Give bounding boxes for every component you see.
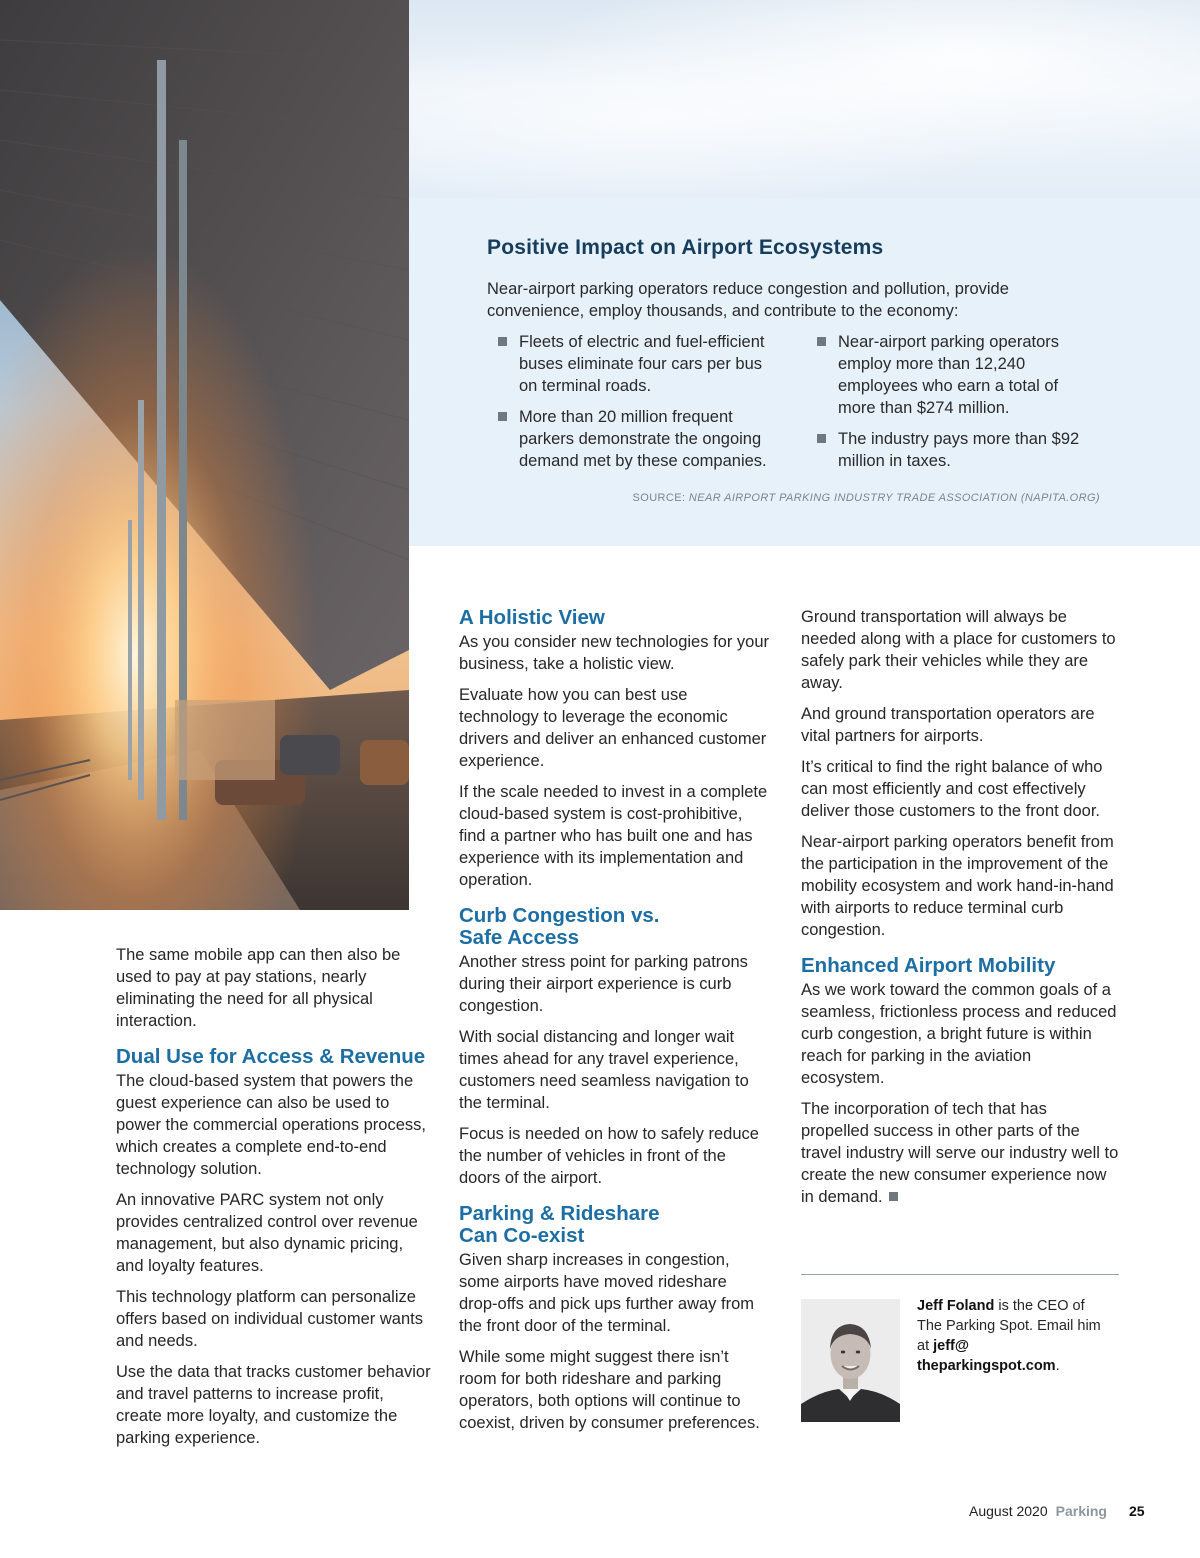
sidebar-bullets-left [487, 331, 777, 481]
paragraph: It’s critical to find the right balance of who can most efficiently and cost effectively deliver those customers to the front door. [801, 758, 1103, 820]
paragraph: Another stress point for parking patrons during their airport experience is curb congestion. [459, 953, 748, 1015]
bullet-square-icon [498, 412, 507, 421]
sidebar-title: Positive Impact on Airport Ecosystems [487, 236, 884, 259]
bullet-square-icon [817, 337, 826, 346]
airport-curbside-photo [0, 0, 409, 910]
paragraph: Focus is needed on how to safely reduce the number of vehicles in front of the doors of the airport. [459, 1125, 759, 1187]
bullet-square-icon [817, 434, 826, 443]
bullet-square-icon [498, 337, 507, 346]
sidebar-bullets-right [806, 331, 1096, 481]
list-item: More than 20 million frequent parkers demonstrate the ongoing demand met by these companies. [487, 406, 777, 472]
paragraph: If the scale needed to invest in a complete cloud-based system is cost-prohibitive, find a partner who has built one and has experience with its implementation and operation. [459, 783, 768, 889]
author-bio: Jeff Foland is the CEO of The Parking Spot. Email him at jeff@ theparkingspot.com. [917, 1298, 1101, 1374]
sky-banner [409, 0, 1200, 200]
heading-airport-mobility: Enhanced Airport Mobility [801, 954, 1056, 977]
paragraph: Ground transportation will always be needed along with a place for customers to safely park their vehicles while they are away. [801, 608, 1116, 692]
heading-dual-use: Dual Use for Access & Revenue [116, 1045, 426, 1068]
paragraph: While some might suggest there isn’t room for both rideshare and parking operators, both options will continue to coexist, driven by consumer preferences. [459, 1348, 760, 1432]
paragraph: With social distancing and longer wait times ahead for any travel experience, customers need seamless navigation to the terminal. [459, 1028, 749, 1112]
paragraph: This technology platform can personalize offers based on individual customer wants and needs. [116, 1288, 423, 1350]
sidebar-box [409, 198, 1200, 546]
author-name: Jeff Foland [917, 1298, 995, 1314]
paragraph: And ground transportation operators are vital partners for airports. [801, 705, 1095, 745]
heading-holistic-view: A Holistic View [459, 606, 605, 629]
paragraph: The same mobile app can then also be used to pay at pay stations, nearly eliminating the need for all physical interaction. [116, 946, 401, 1030]
column-2 [459, 607, 769, 1443]
sidebar-intro: Near-airport parking operators reduce congestion and pollution, provide convenience, employ thousands, and contribute to the economy: [487, 280, 1009, 320]
paragraph: Given sharp increases in congestion, some airports have moved rideshare drop-offs and pick ups further away from the front door of the terminal. [459, 1251, 755, 1335]
paragraph: Near-airport parking operators benefit from the participation in the improvement of the mobility ecosystem and work hand-in-hand with airports to reduce terminal curb congestion. [801, 833, 1114, 939]
author-headshot [801, 1299, 900, 1422]
paragraph: As you consider new technologies for your business, take a holistic view. [459, 633, 770, 673]
heading-curb-congestion: Curb Congestion vs. Safe Access [459, 904, 660, 949]
paragraph: Use the data that tracks customer behavior and travel patterns to increase profit, create more loyalty, and customize the parking experience. [116, 1363, 431, 1447]
page-footer [969, 1503, 1145, 1519]
column-1 [116, 944, 434, 1458]
list-item: Near-airport parking operators employ more than 12,240 employees who earn a total of more than $274 million. [806, 331, 1096, 419]
list-item: Fleets of electric and fuel-efficient buses eliminate four cars per bus on terminal roads. [487, 331, 777, 397]
paragraph: Evaluate how you can best use technology to leverage the economic drivers and deliver an enhanced customer experience. [459, 686, 767, 770]
divider [801, 1274, 1119, 1275]
paragraph: The cloud-based system that powers the guest experience can also be used to power the commercial operations process, which creates a complete end-to-end technology solution. [116, 1072, 426, 1178]
heading-rideshare: Parking & Rideshare Can Co-exist [459, 1202, 660, 1247]
paragraph: The incorporation of tech that has propelled success in other parts of the travel industry will serve our industry well to create the new consumer experience now in demand. [801, 1100, 1119, 1206]
issue-date: August 2020 [969, 1503, 1048, 1519]
magazine-name: Parking [1055, 1503, 1107, 1519]
column-3 [801, 606, 1119, 1217]
author-email: jeff@ theparkingspot.com [917, 1338, 1056, 1374]
paragraph: As we work toward the common goals of a seamless, frictionless process and reduced curb congestion, a bright future is within reach for parking in the aviation ecosystem. [801, 981, 1117, 1087]
list-item: The industry pays more than $92 million in taxes. [806, 428, 1096, 472]
end-mark-icon [889, 1192, 898, 1201]
paragraph: An innovative PARC system not only provides centralized control over revenue management, but also dynamic pricing, and loyalty features. [116, 1191, 418, 1275]
page-number: 25 [1128, 1503, 1145, 1519]
sidebar-source: SOURCE: NEAR AIRPORT PARKING INDUSTRY TRADE ASSOCIATION (NAPITA.ORG) [632, 492, 1100, 504]
